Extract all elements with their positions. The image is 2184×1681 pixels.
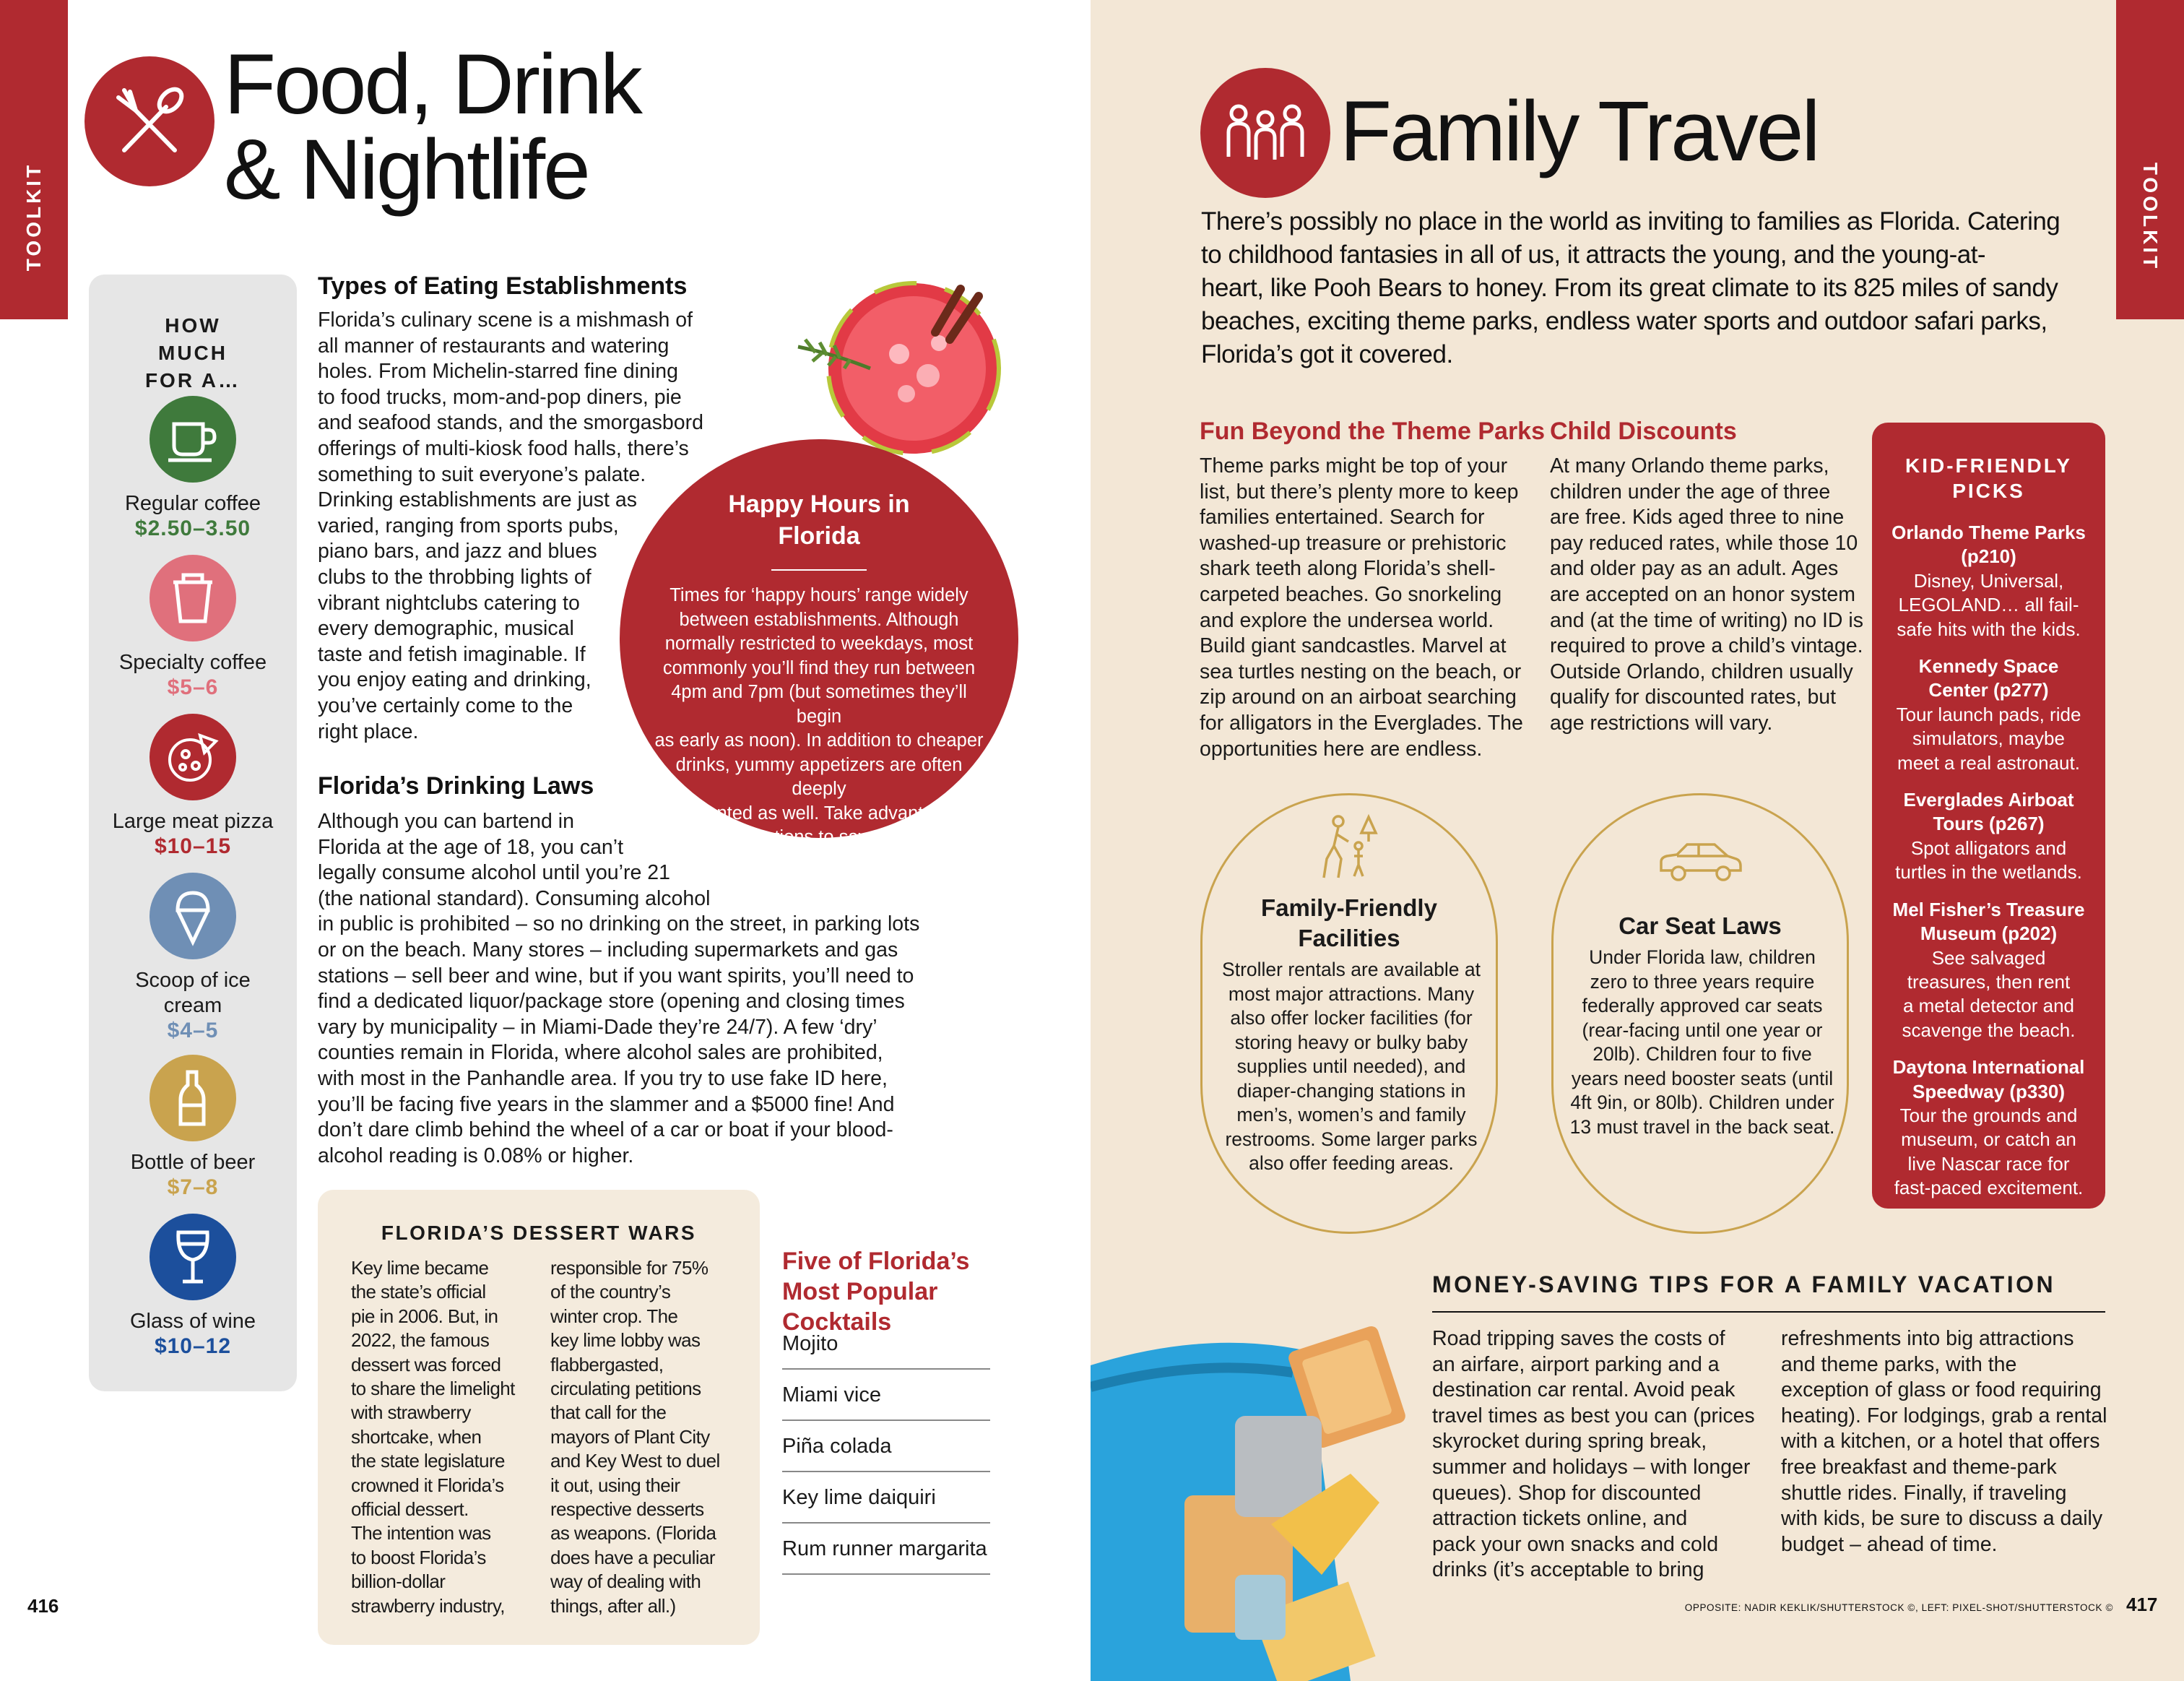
dessert-line: winter crop. The: [550, 1305, 678, 1327]
dessert-line: as weapons. (Florida: [550, 1522, 716, 1544]
kid-pick-item: [1872, 521, 2105, 641]
eating-line: Drinking establishments are just as: [318, 488, 637, 512]
title-line-1: Food, Drink: [224, 37, 641, 132]
money-saving-line: and theme parks, with the: [1781, 1352, 2017, 1376]
money-saving-line: destination car rental. Avoid peak: [1432, 1378, 1736, 1402]
fun-beyond-line: families entertained. Search for: [1200, 506, 1485, 530]
dessert-wars-box: [318, 1190, 760, 1645]
fun-beyond-line: zip around on an airboat searching: [1200, 686, 1517, 709]
happy-hours-line: off your bar tab at participating: [695, 851, 943, 872]
kid-pick-desc: Spot alligators and: [1910, 837, 2067, 859]
kid-pick-name: Speedway (p330): [1912, 1080, 2065, 1102]
how-much-title: [89, 312, 297, 394]
fun-beyond-line: list, but there’s plenty more to keep: [1200, 480, 1519, 504]
cocktails-list: [782, 1332, 990, 1575]
intro-line: Florida’s got it covered.: [1201, 340, 1453, 368]
kid-pick-item: [1872, 898, 2105, 1042]
price-item-bottle-of-beer: [89, 1055, 297, 1200]
child-discounts-line: required to prove a child’s vintage.: [1550, 634, 1863, 658]
money-saving-line: exception of glass or food requiring: [1781, 1378, 2102, 1402]
dessert-line: does have a peculiar: [550, 1546, 715, 1568]
money-saving-line: attraction tickets online, and: [1432, 1507, 1688, 1531]
dessert-line: crowned it Florida’s: [351, 1474, 504, 1496]
dessert-wars-title: FLORIDA’S DESSERT WARS: [381, 1222, 697, 1244]
happy-hours-line: these promotions to save up to 50%: [672, 827, 966, 847]
happy-hours-line: commonly you’ll find they run between: [662, 657, 976, 678]
coffee-cup-icon: [150, 396, 236, 483]
kid-pick-name: Center (p277): [1928, 679, 2049, 701]
kid-pick-desc: fast-paced excitement.: [1894, 1177, 2084, 1199]
price-value: $7–8: [167, 1175, 219, 1199]
page-number: 417: [2126, 1594, 2158, 1615]
price-item-glass-of-wine: [89, 1214, 297, 1359]
dessert-line: the state’s official: [351, 1281, 486, 1303]
kid-pick-desc: LEGOLAND… all fail-: [1898, 594, 2079, 616]
drinking-laws-line: Although you can bartend in: [318, 810, 574, 833]
hiking-family-icon: [1202, 813, 1496, 889]
list-item: Mojito: [782, 1318, 990, 1370]
toolkit-tab: [2116, 0, 2184, 319]
money-saving-line: travel times as best you can (prices: [1432, 1404, 1755, 1427]
happy-hours-title: [620, 488, 1018, 552]
kid-pick-desc: scavenge the beach.: [1902, 1019, 2076, 1041]
eating-line: clubs to the throbbing lights of: [318, 565, 592, 589]
pizza-icon: [150, 714, 236, 800]
price-label: Specialty coffee: [118, 651, 267, 674]
dessert-line: that call for the: [550, 1401, 667, 1424]
happy-hours-title-line: Florida: [778, 522, 860, 550]
dessert-line: circulating petitions: [550, 1378, 701, 1400]
dessert-wars-col-1: [351, 1256, 539, 1618]
facilities-callout: [1200, 793, 1498, 1234]
kid-pick-item: [1872, 1055, 2105, 1200]
child-discounts-body: [1550, 454, 1868, 737]
eating-line: and seafood stands, and the smorgasbord: [318, 411, 703, 435]
kid-pick-desc: Disney, Universal,: [1913, 569, 2064, 592]
child-discounts-line: qualify for discounted rates, but: [1550, 686, 1837, 709]
cocktails-heading-line: Cocktails: [782, 1308, 892, 1336]
fun-beyond-line: Theme parks might be top of your: [1200, 454, 1508, 477]
kid-picks-title-line: KID-FRIENDLY: [1905, 454, 2072, 477]
price-item-regular-coffee: [89, 396, 297, 541]
eating-line: vibrant nightclubs catering to: [318, 591, 580, 615]
money-saving-line: with a kitchen, or a hotel that offers: [1781, 1430, 2100, 1453]
dessert-line: dessert was forced: [351, 1353, 501, 1375]
beer-bottle-icon: [150, 1055, 236, 1141]
eating-line: taste and fetish imaginable. If: [318, 642, 586, 666]
happy-hours-line: between establishments. Although: [679, 609, 959, 630]
price-value: $10–15: [154, 834, 232, 858]
drinking-laws-body: [318, 809, 953, 1169]
eating-line: Florida’s culinary scene is a mishmash of: [318, 308, 693, 332]
intro-line: heart, like Pooh Bears to honey. From its great climate to its 825 miles of sandy: [1201, 274, 2058, 302]
happy-hours-title-line: Happy Hours in: [728, 491, 910, 518]
money-saving-line: pack your own snacks and cold: [1432, 1532, 1719, 1556]
intro-paragraph: [1201, 205, 2097, 371]
facilities-line: men’s, women’s and family: [1236, 1104, 1466, 1125]
ice-cream-icon: [150, 873, 236, 959]
drinking-laws-line: with most in the Panhandle area. If you try to use fake ID here,: [318, 1066, 888, 1090]
eating-line: varied, ranging from sports pubs,: [318, 514, 619, 537]
child-discounts-line: and (at the time of writing) no ID is: [1550, 608, 1864, 632]
kid-pick-desc: treasures, then rent: [1907, 970, 2071, 993]
dessert-line: respective desserts: [550, 1498, 704, 1521]
kid-pick-name: Everglades Airboat: [1903, 789, 2074, 811]
fork-spoon-icon: [84, 56, 214, 186]
dessert-line: flabbergasted,: [550, 1353, 664, 1375]
facilities-line: storing heavy or bulky baby: [1234, 1031, 1468, 1053]
price-value: $5–6: [167, 675, 219, 699]
child-discounts-line: children under the age of three: [1550, 480, 1831, 504]
fun-beyond-line: opportunities here are endless.: [1200, 737, 1483, 761]
intro-line: to childhood fantasies in all of us, it attracts the young, and the young-at-: [1201, 241, 1986, 269]
facilities-line: supplies until needed), and: [1236, 1055, 1466, 1077]
price-label: Large meat pizza: [112, 810, 274, 833]
facilities-heading: [1202, 893, 1496, 954]
car-seat-line: 4ft 9in, or 80lb). Children under: [1570, 1092, 1834, 1113]
money-saving-line: skyrocket during spring break,: [1432, 1430, 1707, 1453]
eating-line: all manner of restaurants and watering: [318, 334, 670, 358]
kid-pick-item: [1872, 788, 2105, 885]
list-item: Miami vice: [782, 1370, 990, 1421]
money-saving-line: an airfare, airport parking and a: [1432, 1352, 1720, 1376]
child-discounts-line: At many Orlando theme parks,: [1550, 454, 1829, 477]
facilities-line: restrooms. Some larger parks: [1225, 1128, 1478, 1150]
money-saving-line: refreshments into big attractions: [1781, 1327, 2074, 1350]
car-seat-line: 13 must travel in the back seat.: [1569, 1115, 1835, 1138]
dessert-line: shortcake, when: [351, 1425, 482, 1448]
drinking-laws-line: (the national standard). Consuming alcohol: [318, 886, 711, 910]
eating-line: to food trucks, mom-and-pop diners, pie: [318, 385, 682, 409]
money-saving-line: drinks (it’s acceptable to bring: [1432, 1558, 1704, 1582]
dessert-line: billion-dollar: [351, 1570, 446, 1593]
money-saving-line: budget – ahead of time.: [1781, 1532, 1998, 1556]
dessert-line: strawberry industry,: [351, 1594, 505, 1617]
kid-pick-desc: safe hits with the kids.: [1897, 618, 2081, 640]
facilities-line: also offer locker facilities (for: [1230, 1007, 1473, 1029]
how-much-title-text: HOW MUCH FOR A…: [144, 314, 241, 392]
car-seat-body: [1568, 946, 1837, 1139]
facilities-line: Stroller rentals are available at: [1222, 959, 1481, 980]
facilities-body: [1217, 958, 1486, 1176]
car-seat-line: federally approved car seats: [1582, 995, 1823, 1016]
money-saving-title: MONEY-SAVING TIPS FOR A FAMILY VACATION: [1432, 1271, 2105, 1313]
happy-hours-line: normally restricted to weekdays, most: [664, 634, 974, 654]
kid-pick-desc: simulators, maybe: [1912, 727, 2065, 750]
facilities-heading-line: Family-Friendly: [1261, 894, 1437, 921]
wine-glass-icon: [150, 1214, 236, 1300]
dessert-line: Key lime became: [351, 1257, 489, 1279]
facilities-line: also offer feeding areas.: [1249, 1152, 1454, 1174]
money-saving-line: queues). Shop for discounted: [1432, 1481, 1702, 1505]
kid-pick-name: Kennedy Space: [1918, 655, 2059, 678]
dessert-line: The intention was: [351, 1522, 491, 1544]
car-seat-heading: Car Seat Laws: [1618, 912, 1782, 939]
dessert-line: pie in 2006. But, in: [351, 1305, 498, 1327]
drinking-laws-line: stations – sell beer and wine, but if you want spirits, you’ll need to: [318, 964, 914, 988]
dessert-line: way of dealing with: [550, 1570, 701, 1593]
eating-line: piano bars, and jazz and blues: [318, 540, 597, 563]
drinking-laws-line: legally consume alcohol until you’re 21: [318, 861, 670, 885]
car-seat-line: Under Florida law, children: [1589, 946, 1816, 968]
kid-pick-desc: live Nascar race for: [1907, 1152, 2070, 1175]
kid-pick-desc: meet a real astronaut.: [1897, 751, 2080, 774]
dessert-line: with strawberry: [351, 1401, 471, 1424]
eating-heading: Types of Eating Establishments: [318, 272, 688, 300]
child-discounts-line: and older pay as an adult. Ages: [1550, 557, 1839, 581]
drinking-laws-line: alcohol reading is 0.08% or higher.: [318, 1144, 634, 1167]
kid-pick-name: Museum (p202): [1920, 922, 2058, 945]
toolkit-label: TOOLKIT: [2139, 162, 2162, 272]
kid-pick-desc: museum, or catch an: [1901, 1128, 2076, 1151]
money-saving-line: free breakfast and theme-park: [1781, 1455, 2057, 1479]
happy-hours-line: Times for ‘happy hours’ range widely: [670, 585, 968, 605]
price-label: Bottle of beer: [130, 1151, 256, 1174]
intro-line: There’s possibly no place in the world as inviting to families as Florida. Catering: [1201, 207, 2060, 235]
eating-line: offerings of multi-kiosk food halls, there’s: [318, 436, 689, 460]
kid-picks-title: [1872, 453, 2105, 504]
kid-pick-desc: Tour launch pads, ride: [1896, 703, 2081, 725]
child-discounts-heading: Child Discounts: [1550, 418, 1737, 445]
car-seat-line: years need booster seats (until: [1571, 1067, 1834, 1089]
price-label: Scoop of ice cream: [135, 969, 251, 1017]
dessert-wars-col-2: [550, 1256, 745, 1618]
happy-hours-line: as early as noon). In addition to cheaper: [654, 730, 984, 751]
price-label: Regular coffee: [124, 492, 261, 515]
drinking-laws-line: you’ll be facing five years in the slammer and a $5000 fine! And: [318, 1092, 895, 1116]
kid-pick-name: Orlando Theme Parks: [1892, 522, 2086, 543]
dessert-line: of the country’s: [550, 1281, 671, 1303]
price-label: Glass of wine: [129, 1310, 256, 1333]
fun-beyond-line: and explore the undersea world.: [1200, 608, 1494, 632]
price-item-ice-cream: [89, 873, 297, 1043]
facilities-heading-line: Facilities: [1298, 925, 1400, 951]
left-page: [0, 0, 1091, 1681]
child-discounts-line: pay reduced rates, while those 10: [1550, 531, 1858, 555]
facilities-line: most major attractions. Many: [1228, 982, 1475, 1005]
child-discounts-line: are accepted on an honor system: [1550, 582, 1856, 606]
drinking-laws-line: vary by municipality – in Miami-Dade they’re 24/7). A few ‘dry’: [318, 1015, 878, 1039]
dessert-line: to boost Florida’s: [351, 1546, 486, 1568]
dessert-line: and Key West to duel: [550, 1450, 720, 1472]
kid-pick-desc: See salvaged: [1931, 946, 2046, 969]
dessert-line: 2022, the famous: [351, 1329, 490, 1352]
photo-credit: OPPOSITE: NADIR KEKLIK/SHUTTERSTOCK ©, LEFT: PIXEL-SHOT/SHUTTERSTOCK ©: [1684, 1602, 2113, 1613]
happy-hours-line: bars and restaurants.: [732, 876, 906, 896]
price-item-large-meat-pizza: [89, 714, 297, 859]
car-seat-line: 20lb). Children four to five: [1592, 1043, 1812, 1065]
dessert-line: it out, using their: [550, 1474, 680, 1496]
toolkit-tab: [0, 0, 68, 319]
how-much-sidebar: [89, 275, 297, 1391]
money-saving-line: heating). For lodgings, grab a rental: [1781, 1404, 2107, 1427]
fun-beyond-heading: Fun Beyond the Theme Parks: [1200, 418, 1545, 445]
money-saving-line: with kids, be sure to discuss a daily: [1781, 1507, 2103, 1531]
child-discounts-line: are free. Kids aged three to nine: [1550, 506, 1845, 530]
money-saving-line: summer and holidays – with longer: [1432, 1455, 1751, 1479]
divider: [771, 569, 867, 571]
eating-line: holes. From Michelin-starred fine dining: [318, 360, 678, 384]
child-discounts-line: Outside Orlando, children usually: [1550, 660, 1853, 683]
page-title: Family Travel: [1340, 84, 1819, 179]
dessert-line: official dessert.: [351, 1498, 469, 1521]
kid-friendly-picks-box: [1872, 423, 2105, 1209]
page-title: [224, 37, 641, 217]
dessert-line: the state legislature: [351, 1450, 505, 1472]
fun-beyond-body: [1200, 454, 1539, 762]
dessert-line: to share the limelight: [351, 1378, 515, 1400]
toolkit-label: TOOLKIT: [22, 162, 45, 272]
car-seat-callout: [1551, 793, 1849, 1234]
title-line-2: & Nightlife: [224, 122, 589, 217]
dessert-line: key lime lobby was: [550, 1329, 701, 1352]
happy-hours-line: discounted as well. Take advantage of: [663, 803, 975, 824]
family-icon: [1200, 68, 1330, 198]
price-value: $2.50–3.50: [134, 516, 251, 540]
kid-pick-desc: turtles in the wetlands.: [1895, 861, 2082, 883]
drinking-laws-heading: Florida’s Drinking Laws: [318, 772, 594, 800]
dessert-line: mayors of Plant City: [550, 1425, 710, 1448]
eating-line: every demographic, musical: [318, 617, 574, 641]
fun-beyond-line: washed-up treasure or prehistoric: [1200, 531, 1507, 555]
facilities-line: diaper-changing stations in: [1236, 1079, 1466, 1102]
child-discounts-line: age restrictions will vary.: [1550, 711, 1773, 735]
fun-beyond-line: for alligators in the Everglades. The: [1200, 711, 1523, 735]
eating-line: you enjoy eating and drinking,: [318, 668, 592, 692]
kid-pick-item: [1872, 654, 2105, 775]
kid-pick-desc: Tour the grounds and: [1899, 1104, 2078, 1126]
fun-beyond-line: shark teeth along Florida’s shell-: [1200, 557, 1496, 581]
car-seat-line: (rear-facing until one year or: [1582, 1019, 1823, 1041]
kid-pick-name: (p210): [1961, 545, 2016, 568]
dessert-line: things, after all.): [550, 1594, 676, 1617]
drinking-laws-line: find a dedicated liquor/package store (opening and closing times: [318, 990, 905, 1014]
cocktails-heading-line: Five of Florida’s: [782, 1248, 970, 1275]
intro-line: beaches, exciting theme parks, endless water sports and outdoor safari parks,: [1201, 307, 2048, 335]
fun-beyond-line: sea turtles nesting on the beach, or: [1200, 660, 1522, 683]
money-saving-line: Road tripping saves the costs of: [1432, 1327, 1725, 1350]
drinking-laws-line: don’t dare climb behind the wheel of a car or boat if your blood-: [318, 1118, 893, 1142]
kid-pick-name: Tours (p267): [1933, 813, 2045, 835]
eating-line: something to suit everyone’s palate.: [318, 462, 646, 486]
drinking-laws-line: in public is prohibited – so no drinking on the street, in parking lots: [318, 912, 920, 936]
money-saving-col-1: [1432, 1326, 1772, 1583]
drinking-laws-line: Florida at the age of 18, you can’t: [318, 835, 624, 859]
car-seat-line: zero to three years require: [1590, 970, 1815, 993]
fun-beyond-line: Build giant sandcastles. Marvel at: [1200, 634, 1507, 658]
drinking-laws-line: or on the beach. Many stores – including supermarkets and gas: [318, 938, 898, 962]
happy-hours-callout: [620, 439, 1018, 896]
money-saving-line: shuttle rides. Finally, if traveling: [1781, 1481, 2067, 1505]
cocktails-heading-line: Most Popular: [782, 1278, 938, 1305]
dessert-line: responsible for 75%: [550, 1257, 708, 1279]
list-item: Key lime daiquiri: [782, 1472, 990, 1524]
happy-hours-line: 4pm and 7pm (but sometimes they’ll begin: [671, 682, 967, 727]
car-icon: [1554, 839, 1847, 889]
list-item: Piña colada: [782, 1421, 990, 1472]
eating-line: right place.: [318, 719, 419, 743]
cooler-bag-photo: [1091, 1286, 1430, 1681]
kid-pick-name: Mel Fisher’s Treasure: [1892, 898, 2085, 920]
kid-pick-name: Daytona International: [1892, 1056, 2085, 1079]
drinking-laws-line: counties remain in Florida, where alcohol sales are prohibited,: [318, 1041, 883, 1065]
eating-line: you’ve certainly come to the: [318, 693, 573, 717]
price-item-specialty-coffee: [89, 555, 297, 700]
kid-pick-desc: a metal detector and: [1902, 995, 2075, 1017]
price-value: $10–12: [154, 1334, 232, 1358]
fun-beyond-line: carpeted beaches. Go snorkeling: [1200, 582, 1502, 606]
price-value: $4–5: [167, 1018, 219, 1042]
kid-picks-title-line: PICKS: [1952, 480, 2025, 502]
happy-hours-line: drinks, yummy appetizers are often deeply: [675, 754, 963, 799]
money-saving-col-2: [1781, 1326, 2113, 1557]
takeaway-cup-icon: [150, 555, 236, 641]
page-number: 416: [27, 1595, 59, 1617]
list-item: Rum runner margarita: [782, 1524, 990, 1575]
